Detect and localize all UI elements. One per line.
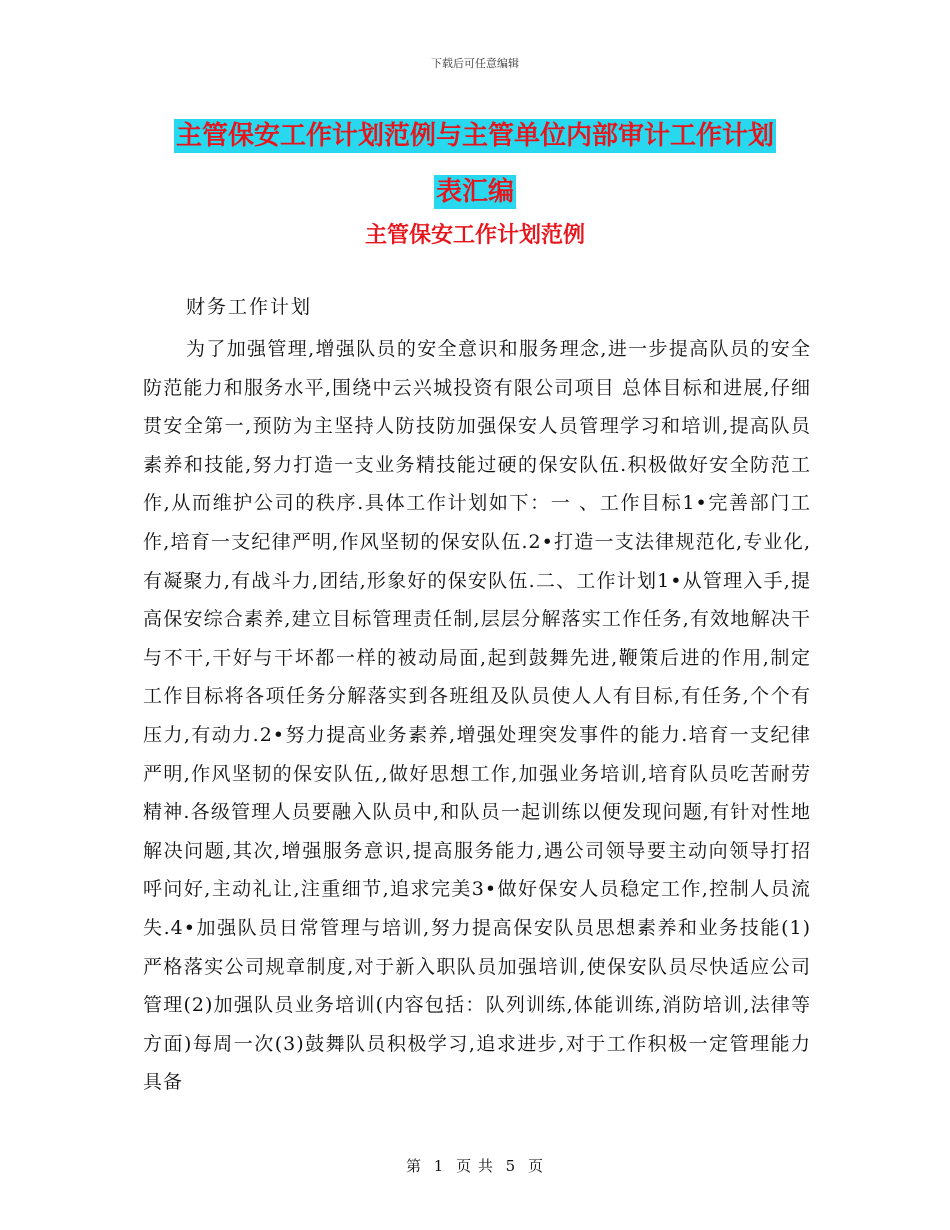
body-paragraph: 为了加强管理,增强队员的安全意识和服务理念,进一步提高队员的安全防范能力和服务水平,围绕中云兴城投资有限公司项目 总体目标和进展,仔细贯安全第一,预防为主坚持人防技防加强保安人员管理学习和培训,提高队员素养和技能,努力打造一支业务精技能过硬的保安队伍.积极做好安全防范工作,从而维护公司的秩序.具体工作计划如下：一 、工作目标1•完善部门工作,培育一支纪律严明,作风坚韧的保安队伍.2•打造一支法律规范化,专业化,有凝聚力,有战斗力,团结,形象好的保安队伍.二、工作计划1•从管理入手,提高保安综合素养,建立目标管理责任制,层层分解落实工作任务,有效地解决干与不干,干好与干坏都一样的被动局面,起到鼓舞先进,鞭策后进的作用,制定工作目标将各项任务分解落实到各班组及队员使人人有目标,有任务,个个有压力,有动力.2•努力提高业务素养,增强处理突发事件的能力.培育一支纪律严明,作风坚韧的保安队伍,,做好思想工作,加强业务培训,培育队员吃苦耐劳精神.各级管理人员要融入队员中,和队员一起训练以便发现问题,有针对性地解决问题,其次,增强服务意识,提高服务能力,遇公司领导要主动向领导打招呼问好,主动礼让,注重细节,追求完美3•做好保安人员稳定工作,控制人员流失.4•加强队员日常管理与培训,努力提高保安队员思想素养和业务技能(1)严格落实公司规章制度,对于新入职队员加强培训,使保安队员尽快适应公司管理(2)加强队员业务培训(内容包括：队列训练,体能训练,消防培训,法律等方面)每周一次(3)鼓舞队员积极学习,追求进步,对于工作积极一定管理能力具备	[143, 338, 811, 1094]
section-title: 主管保安工作计划范例	[364, 223, 585, 248]
title-line-2-text: 表汇编	[435, 177, 514, 207]
footer-total-pages: 5	[505, 1157, 517, 1175]
title-line-1-text: 主管保安工作计划范例与主管单位内部审计工作计划	[175, 121, 774, 151]
subheading: 财务工作计划	[186, 296, 313, 318]
title-line-1	[174, 119, 776, 153]
footer-suffix: 页	[528, 1157, 545, 1175]
page-footer	[0, 1155, 950, 1176]
document-title	[150, 108, 800, 220]
title-line-2	[434, 175, 516, 209]
footer-middle: 页 共	[456, 1157, 494, 1175]
footer-page-number: 1	[433, 1157, 445, 1175]
page-header-note: 下载后可任意编辑	[431, 57, 519, 70]
footer-prefix: 第	[405, 1157, 422, 1175]
